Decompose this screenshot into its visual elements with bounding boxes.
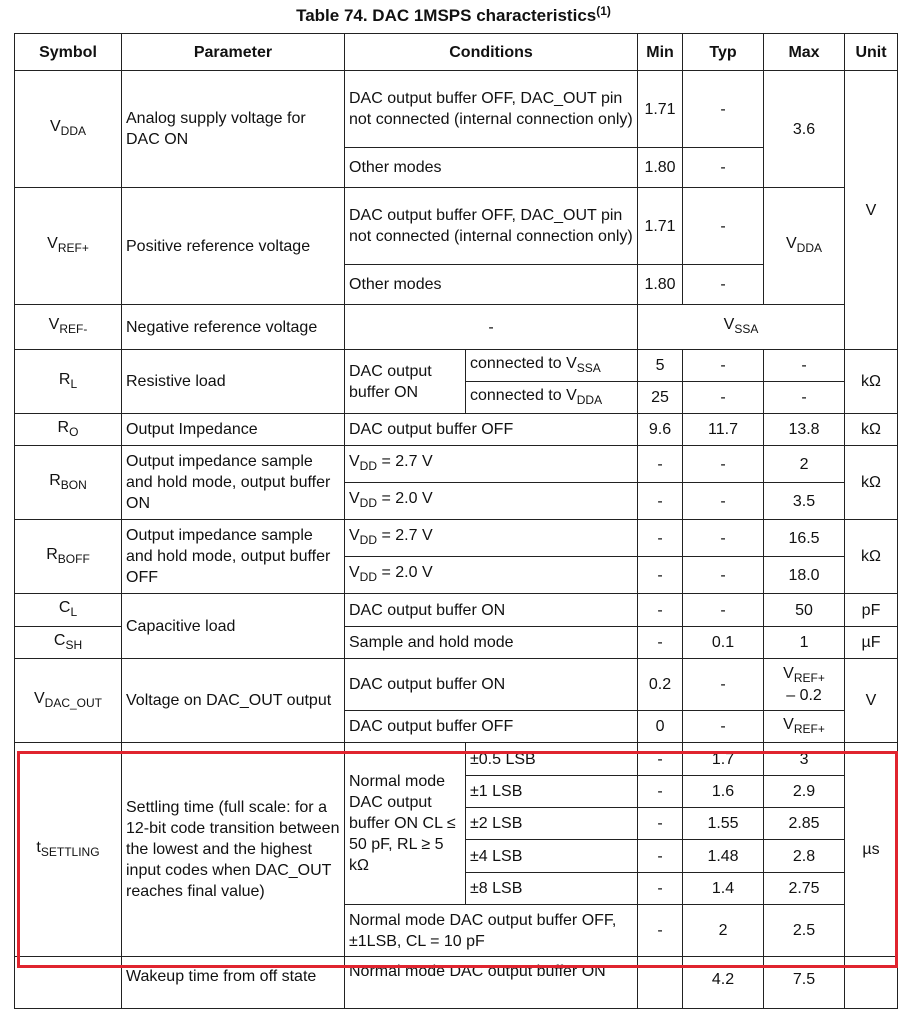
max-vdda: 3.6 <box>764 71 845 188</box>
cond-vdacout-1: DAC output buffer ON <box>345 659 638 711</box>
table-row <box>15 520 898 557</box>
table-row <box>15 71 898 148</box>
min-rboff-2: - <box>638 557 683 594</box>
min-vdda-1: 1.71 <box>638 71 683 148</box>
typ-rboff-1: - <box>683 520 764 557</box>
param-capacitive: Capacitive load <box>122 594 345 659</box>
typ-vdacout-1: - <box>683 659 764 711</box>
min-rl-2: 25 <box>638 382 683 414</box>
max-rboff-1: 16.5 <box>764 520 845 557</box>
max-ts-1: 2.9 <box>764 776 845 808</box>
symbol-rbon: $R_{BON}$ <box>15 446 122 520</box>
min-rl-1: 5 <box>638 350 683 382</box>
min-vrefp-2: 1.80 <box>638 265 683 305</box>
lsb-0: ±0.5 LSB <box>466 743 638 776</box>
min-ts-3: - <box>638 840 683 873</box>
table-title <box>0 4 907 26</box>
table-row <box>15 659 898 711</box>
min-wakeup <box>638 957 683 1009</box>
typ-vdda-1: - <box>683 71 764 148</box>
param-rboff: Output impedance sample and hold mode, output buffer OFF <box>122 520 345 594</box>
typ-vrefp-2: - <box>683 265 764 305</box>
max-ts-4: 2.75 <box>764 873 845 905</box>
typ-csh: 0.1 <box>683 627 764 659</box>
table-row <box>15 743 898 776</box>
min-rbon-2: - <box>638 483 683 520</box>
max-ts-off: 2.5 <box>764 905 845 957</box>
subcond-rl-2: connected to $V_{DDA}$ <box>466 382 638 414</box>
header-min: Min <box>638 34 683 71</box>
table-row <box>15 414 898 446</box>
unit-vdacout: V <box>845 659 898 743</box>
table-row <box>15 305 898 350</box>
table-row <box>15 188 898 265</box>
max-csh: 1 <box>764 627 845 659</box>
unit-rl: kΩ <box>845 350 898 414</box>
unit-cl: pF <box>845 594 898 627</box>
param-vrefp: Positive reference voltage <box>122 188 345 305</box>
symbol-ro: $R_O$ <box>15 414 122 446</box>
cond-tsettling-off: Normal mode DAC output buffer OFF, ±1LSB, CL = 10 pF <box>345 905 638 957</box>
cond-rbon-2: $V_{DD} = 2.0$ V <box>345 483 638 520</box>
symbol-csh: $C_{SH}$ <box>15 627 122 659</box>
max-rl-1: - <box>764 350 845 382</box>
header-symbol: Symbol <box>15 34 122 71</box>
header-conditions: Conditions <box>345 34 638 71</box>
max-vrefp: $V_{DDA}$ <box>764 188 845 305</box>
min-ro: 9.6 <box>638 414 683 446</box>
table-row <box>15 446 898 483</box>
typ-ts-3: 1.48 <box>683 840 764 873</box>
lsb-3: ±4 LSB <box>466 840 638 873</box>
typ-vdda-2: - <box>683 148 764 188</box>
max-ts-3: 2.8 <box>764 840 845 873</box>
cond-vrefp-1: DAC output buffer OFF, DAC_OUT pin not connected (internal connection only) <box>345 188 638 265</box>
unit-rbon: kΩ <box>845 446 898 520</box>
cond-vrefp-2: Other modes <box>345 265 638 305</box>
cond-cl: DAC output buffer ON <box>345 594 638 627</box>
min-vrefp-1: 1.71 <box>638 188 683 265</box>
cond-vdda-1: DAC output buffer OFF, DAC_OUT pin not connected (internal connection only) <box>345 71 638 148</box>
min-cl: - <box>638 594 683 627</box>
typ-ts-off: 2 <box>683 905 764 957</box>
max-wakeup: 7.5 <box>764 957 845 1009</box>
min-vdda-2: 1.80 <box>638 148 683 188</box>
symbol-rboff: $R_{BOFF}$ <box>15 520 122 594</box>
table-title-footnote: (1) <box>596 4 611 18</box>
unit-tsettling: µs <box>845 743 898 957</box>
table-row <box>15 350 898 382</box>
header-unit: Unit <box>845 34 898 71</box>
max-rboff-2: 18.0 <box>764 557 845 594</box>
symbol-vdacout: $V_{DAC\_OUT}$ <box>15 659 122 743</box>
typ-vdacout-2: - <box>683 711 764 743</box>
typ-wakeup: 4.2 <box>683 957 764 1009</box>
min-rbon-1: - <box>638 446 683 483</box>
max-rl-2: - <box>764 382 845 414</box>
typ-rbon-1: - <box>683 446 764 483</box>
table-row <box>15 957 898 1009</box>
typ-vrefp-1: - <box>683 188 764 265</box>
unit-wakeup <box>845 957 898 1009</box>
header-row <box>15 34 898 71</box>
typ-rbon-2: - <box>683 483 764 520</box>
cond-rboff-2: $V_{DD} = 2.0$ V <box>345 557 638 594</box>
min-vdacout-2: 0 <box>638 711 683 743</box>
param-ro: Output Impedance <box>122 414 345 446</box>
min-ts-1: - <box>638 776 683 808</box>
min-ts-2: - <box>638 808 683 840</box>
symbol-rl: $R_L$ <box>15 350 122 414</box>
cond-csh: Sample and hold mode <box>345 627 638 659</box>
param-wakeup: Wakeup time from off state <box>122 957 345 1009</box>
typ-ts-0: 1.7 <box>683 743 764 776</box>
min-ts-off: - <box>638 905 683 957</box>
min-ts-0: - <box>638 743 683 776</box>
header-max: Max <box>764 34 845 71</box>
typ-ts-2: 1.55 <box>683 808 764 840</box>
max-cl: 50 <box>764 594 845 627</box>
param-rbon: Output impedance sample and hold mode, output buffer ON <box>122 446 345 520</box>
min-ts-4: - <box>638 873 683 905</box>
param-tsettling: Settling time (full scale: for a 12-bit code transition between the lowest and the highest input codes when DAC_OUT reaches final value) <box>122 743 345 957</box>
symbol-vrefm: $V_{REF-}$ <box>15 305 122 350</box>
header-parameter: Parameter <box>122 34 345 71</box>
lsb-4: ±8 LSB <box>466 873 638 905</box>
unit-rboff: kΩ <box>845 520 898 594</box>
min-rboff-1: - <box>638 520 683 557</box>
typ-rl-2: - <box>683 382 764 414</box>
subcond-rl-1: connected to $V_{SSA}$ <box>466 350 638 382</box>
unit-voltage-group: V <box>845 71 898 350</box>
cond-vdda-2: Other modes <box>345 148 638 188</box>
dac-characteristics-table <box>14 33 898 1009</box>
min-csh: - <box>638 627 683 659</box>
cond-rbon-1: $V_{DD} = 2.7$ V <box>345 446 638 483</box>
cond-vrefm: - <box>345 305 638 350</box>
max-rbon-1: 2 <box>764 446 845 483</box>
cond-tsettling: Normal mode DAC output buffer ON CL ≤ 50 pF, RL ≥ 5 kΩ <box>345 743 466 905</box>
param-vdda: Analog supply voltage for DAC ON <box>122 71 345 188</box>
typ-ts-4: 1.4 <box>683 873 764 905</box>
header-typ: Typ <box>683 34 764 71</box>
max-ts-2: 2.85 <box>764 808 845 840</box>
unit-csh: µF <box>845 627 898 659</box>
symbol-wakeup <box>15 957 122 1009</box>
symbol-tsettling: $t_{SETTLING}$ <box>15 743 122 957</box>
lsb-2: ±2 LSB <box>466 808 638 840</box>
param-rl: Resistive load <box>122 350 345 414</box>
cond-wakeup: Normal mode DAC output buffer ON <box>345 957 638 1009</box>
table-row <box>15 594 898 627</box>
table-title-text: Table 74. DAC 1MSPS characteristics <box>296 6 597 25</box>
symbol-vrefp: $V_{REF+}$ <box>15 188 122 305</box>
typ-cl: - <box>683 594 764 627</box>
max-ts-0: 3 <box>764 743 845 776</box>
value-vrefm: $V_{SSA}$ <box>638 305 845 350</box>
cond-vdacout-2: DAC output buffer OFF <box>345 711 638 743</box>
cond-rboff-1: $V_{DD} = 2.7$ V <box>345 520 638 557</box>
max-rbon-2: 3.5 <box>764 483 845 520</box>
param-vrefm: Negative reference voltage <box>122 305 345 350</box>
cond-rl: DAC output buffer ON <box>345 350 466 414</box>
param-vdacout: Voltage on DAC_OUT output <box>122 659 345 743</box>
typ-rl-1: - <box>683 350 764 382</box>
max-ro: 13.8 <box>764 414 845 446</box>
min-vdacout-1: 0.2 <box>638 659 683 711</box>
typ-rboff-2: - <box>683 557 764 594</box>
max-vdacout-2: $V_{REF+}$ <box>764 711 845 743</box>
cond-ro: DAC output buffer OFF <box>345 414 638 446</box>
unit-ro: kΩ <box>845 414 898 446</box>
typ-ts-1: 1.6 <box>683 776 764 808</box>
max-vdacout-1: $V_{REF+}$ – 0.2 <box>764 659 845 711</box>
symbol-vdda: $V_{DDA}$ <box>15 71 122 188</box>
symbol-cl: $C_L$ <box>15 594 122 627</box>
lsb-1: ±1 LSB <box>466 776 638 808</box>
typ-ro: 11.7 <box>683 414 764 446</box>
